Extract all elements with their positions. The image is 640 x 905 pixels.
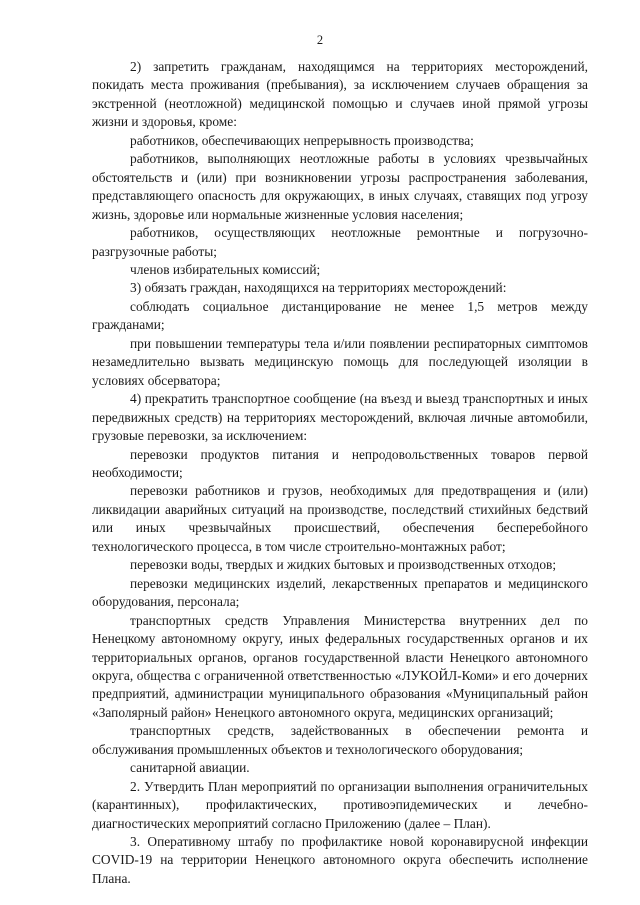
paragraph-election-commission: членов избирательных комиссий; [130, 261, 321, 277]
paragraph-workers-continuity: работников, обеспечивающих непрерывность производства; [130, 132, 474, 148]
paragraph-water-waste: перевозки воды, твердых и жидких бытовых и производственных отходов; [130, 557, 557, 573]
paragraph-item-2-prohibit: 2) запретить гражданам, находящимся на территориях месторождений, покидать места проживания (пребывания), за исключением случаев обращения за экстренной (неотложной) медицинской помощью и случаев иной прямой угрозы жизни и здоровья, кроме: [92, 59, 588, 130]
document-body [92, 58, 588, 888]
page-number: 2 [316, 33, 324, 47]
paragraph-food-transport: перевозки продуктов питания и непродовольственных товаров первой необходимости; [92, 446, 588, 480]
paragraph-item-3-oblige: 3) обязать граждан, находящихся на территориях месторождений: [130, 280, 507, 296]
paragraph-workers-emergency: работников, выполняющих неотложные работы в условиях чрезвычайных обстоятельств и (или) при возникновении угрозы распространения заболевания, представляющего опасность для окружающих, в иных случаях, ставящих под угрозу жизнь, здоровье или нормальные жизненные условия населения; [92, 151, 588, 222]
paragraph-repair-vehicles: транспортных средств, задействованных в обеспечении ремонта и обслуживания промышленных объектов и технологического оборудования; [92, 723, 588, 757]
paragraph-official-vehicles: транспортных средств Управления Министерства внутренних дел по Ненецкому автономному округу, иных федеральных государственных органов и их территориальных органов, органов государственной власти Ненецкого автономного округа, общества с ограниченной ответственностью «ЛУКОЙЛ-Коми» и его дочерних предприятий, администрации муниципального образования «Муниципальный район «Заполярный район» Ненецкого автономного округа, медицинских организаций; [92, 612, 588, 720]
paragraph-workers-repair: работников, осуществляющих неотложные ремонтные и погрузочно-разгрузочные работы; [92, 225, 588, 259]
paragraph-section-2-approve: 2. Утвердить План мероприятий по организации выполнения ограничительных (карантинных), профилактических, противоэпидемических и лечебно-диагностических мероприятий согласно Приложению (далее – План). [92, 778, 588, 831]
paragraph-medical-transport: перевозки медицинских изделий, лекарственных препаратов и медицинского оборудования, персонала; [92, 575, 588, 610]
paragraph-temperature: при повышении температуры тела и/или появлении респираторных симптомов незамедлительно вызвать медицинскую помощь для последующей изоляции в условиях обсерватора; [92, 335, 588, 388]
paragraph-section-3-headquarters: 3. Оперативному штабу по профилактике новой коронавирусной инфекции COVID-19 на территории Ненецкого автономного округа обеспечить исполнение Плана. [92, 834, 588, 886]
paragraph-workers-cargo: перевозки работников и грузов, необходимых для предотвращения и (или) ликвидации аварийных ситуаций на производстве, последствий стихийных бедствий или иных чрезвычайных происшествий, обеспечения бесперебойного технологического процесса, в том числе строительно-монтажных работ; [92, 483, 588, 554]
paragraph-item-4-transport: 4) прекратить транспортное сообщение (на въезд и выезд транспортных и иных передвижных средств) на территориях месторождений, включая личные автомобили, грузовые перевозки, за исключением: [92, 391, 588, 444]
paragraph-sanitary-aviation: санитарной авиации. [130, 760, 250, 776]
paragraph-social-distance: соблюдать социальное дистанцирование не менее 1,5 метров между гражданами; [92, 298, 588, 333]
